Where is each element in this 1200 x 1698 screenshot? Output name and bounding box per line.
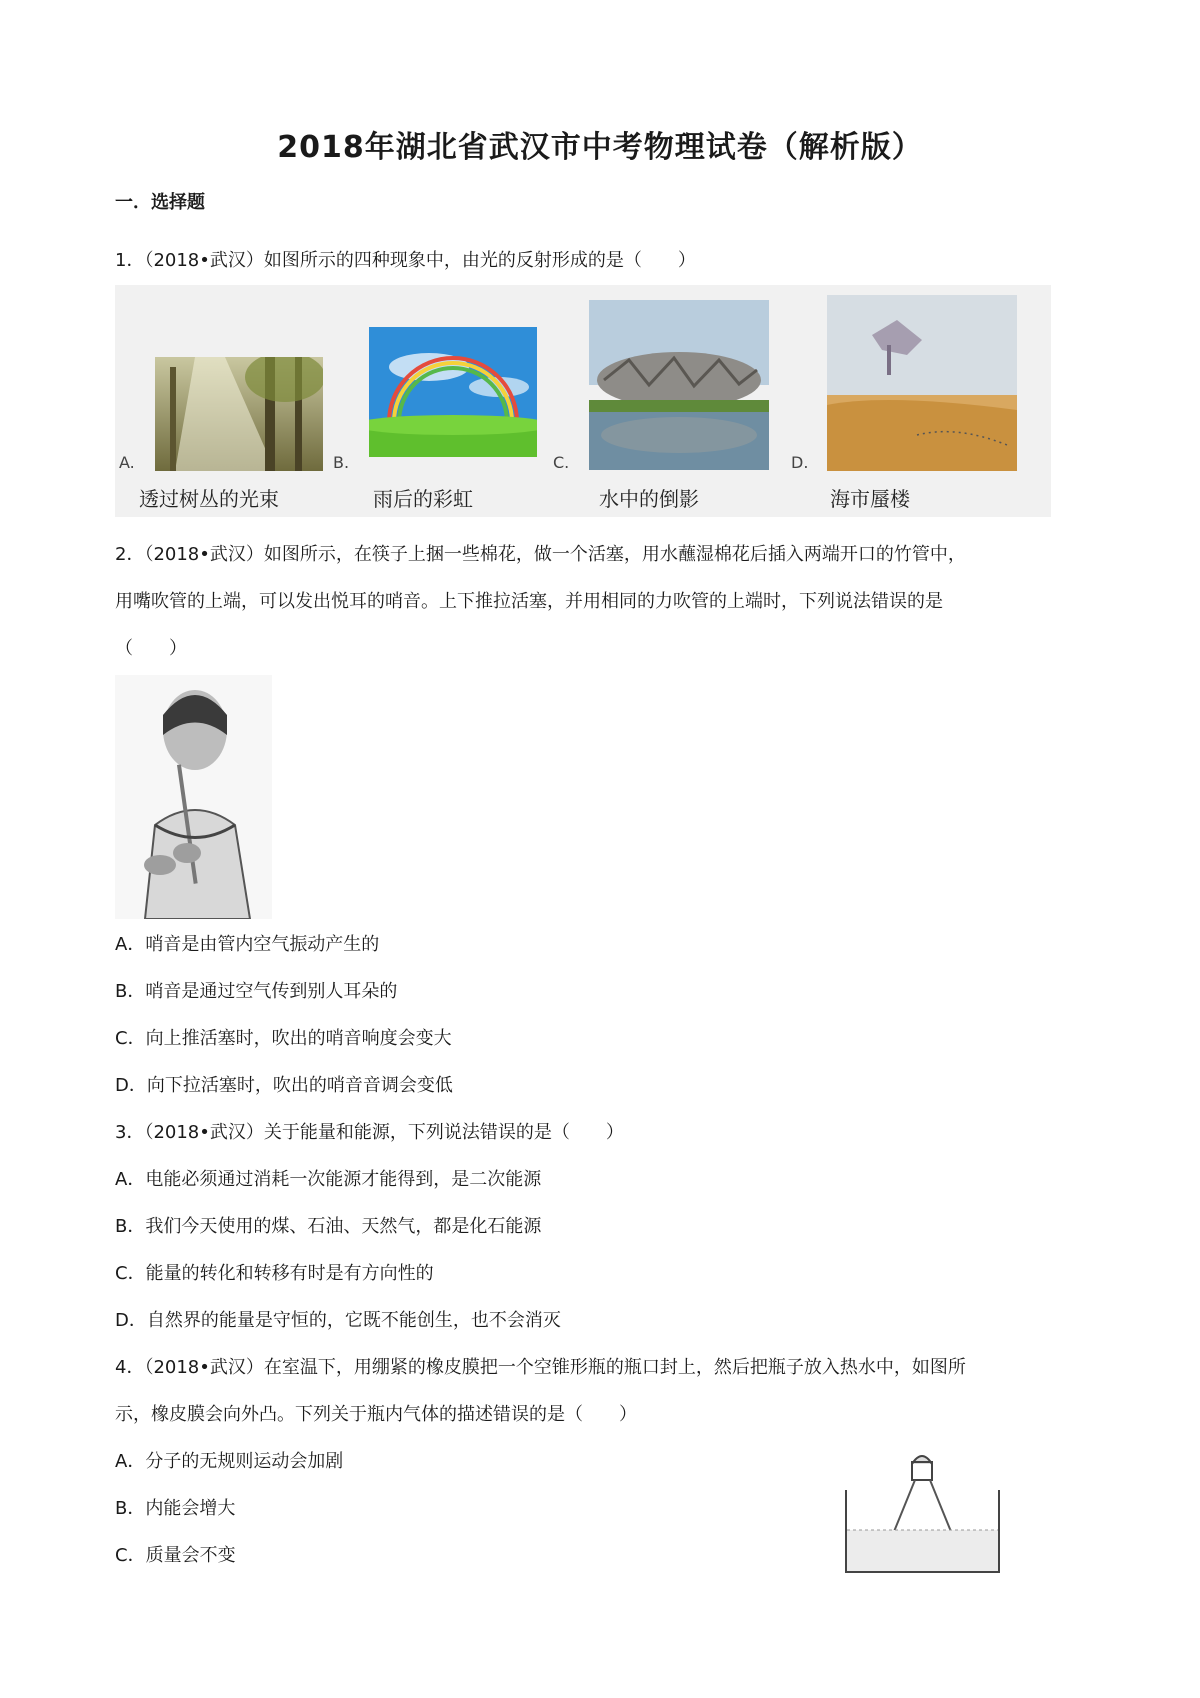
page-title: 2018年湖北省武汉市中考物理试卷（解析版） (277, 130, 923, 165)
stadium-reflection-photo (589, 300, 769, 470)
q2-stem-line-3: （ ） (115, 638, 187, 659)
q2-option-b: B．哨音是通过空气传到别人耳朵的 (115, 981, 398, 1002)
q4-option-b: B．内能会增大 (115, 1498, 236, 1519)
q1-photo-letter-c: C. (553, 453, 570, 472)
q1-photo-letter-d: D. (791, 453, 809, 472)
q3-option-b: B．我们今天使用的煤、石油、天然气，都是化石能源 (115, 1216, 542, 1237)
section-heading: 一．选择题 (115, 192, 205, 213)
q1-stem: 1．（2018•武汉）如图所示的四种现象中，由光的反射形成的是（ ） (115, 250, 696, 271)
flask-in-hot-water-diagram (840, 1448, 1005, 1578)
forest-light-beams-photo (155, 357, 323, 471)
q2-option-a: A．哨音是由管内空气振动产生的 (115, 934, 380, 955)
q1-photo-strip (115, 285, 1051, 517)
q2-option-d: D．向下拉活塞时，吹出的哨音音调会变低 (115, 1075, 453, 1096)
q1-caption-a: 透过树丛的光束 (139, 487, 279, 511)
q1-photo-letter-a: A. (119, 453, 135, 472)
q2-stem-line-1: 2．（2018•武汉）如图所示，在筷子上捆一些棉花，做一个活塞，用水蘸湿棉花后插入两端开口的竹管中， (115, 544, 966, 565)
q4-stem-line-2: 示，橡皮膜会向外凸。下列关于瓶内气体的描述错误的是（ ） (115, 1404, 637, 1425)
q1-photo-letter-b: B. (333, 453, 350, 472)
q4-option-c: C．质量会不变 (115, 1545, 236, 1566)
desert-mirage-photo (827, 295, 1017, 471)
q3-stem: 3．（2018•武汉）关于能量和能源，下列说法错误的是（ ） (115, 1122, 624, 1143)
q3-option-a: A．电能必须通过消耗一次能源才能得到，是二次能源 (115, 1169, 542, 1190)
q3-option-c: C．能量的转化和转移有时是有方向性的 (115, 1263, 434, 1284)
q3-option-d: D．自然界的能量是守恒的，它既不能创生，也不会消灭 (115, 1310, 561, 1331)
q4-option-a: A．分子的无规则运动会加剧 (115, 1451, 344, 1472)
q1-caption-c: 水中的倒影 (599, 487, 699, 511)
rainbow-photo (369, 327, 537, 457)
whistle-player-photo (115, 675, 272, 919)
q4-stem-line-1: 4．（2018•武汉）在室温下，用绷紧的橡皮膜把一个空锥形瓶的瓶口封上，然后把瓶子放入热水中，如图所 (115, 1357, 966, 1378)
q2-stem-line-2: 用嘴吹管的上端，可以发出悦耳的哨音。上下推拉活塞，并用相同的力吹管的上端时，下列说法错误的是 (115, 591, 943, 612)
q2-option-c: C．向上推活塞时，吹出的哨音响度会变大 (115, 1028, 452, 1049)
q1-caption-b: 雨后的彩虹 (373, 487, 473, 511)
q1-caption-d: 海市蜃楼 (830, 487, 910, 511)
